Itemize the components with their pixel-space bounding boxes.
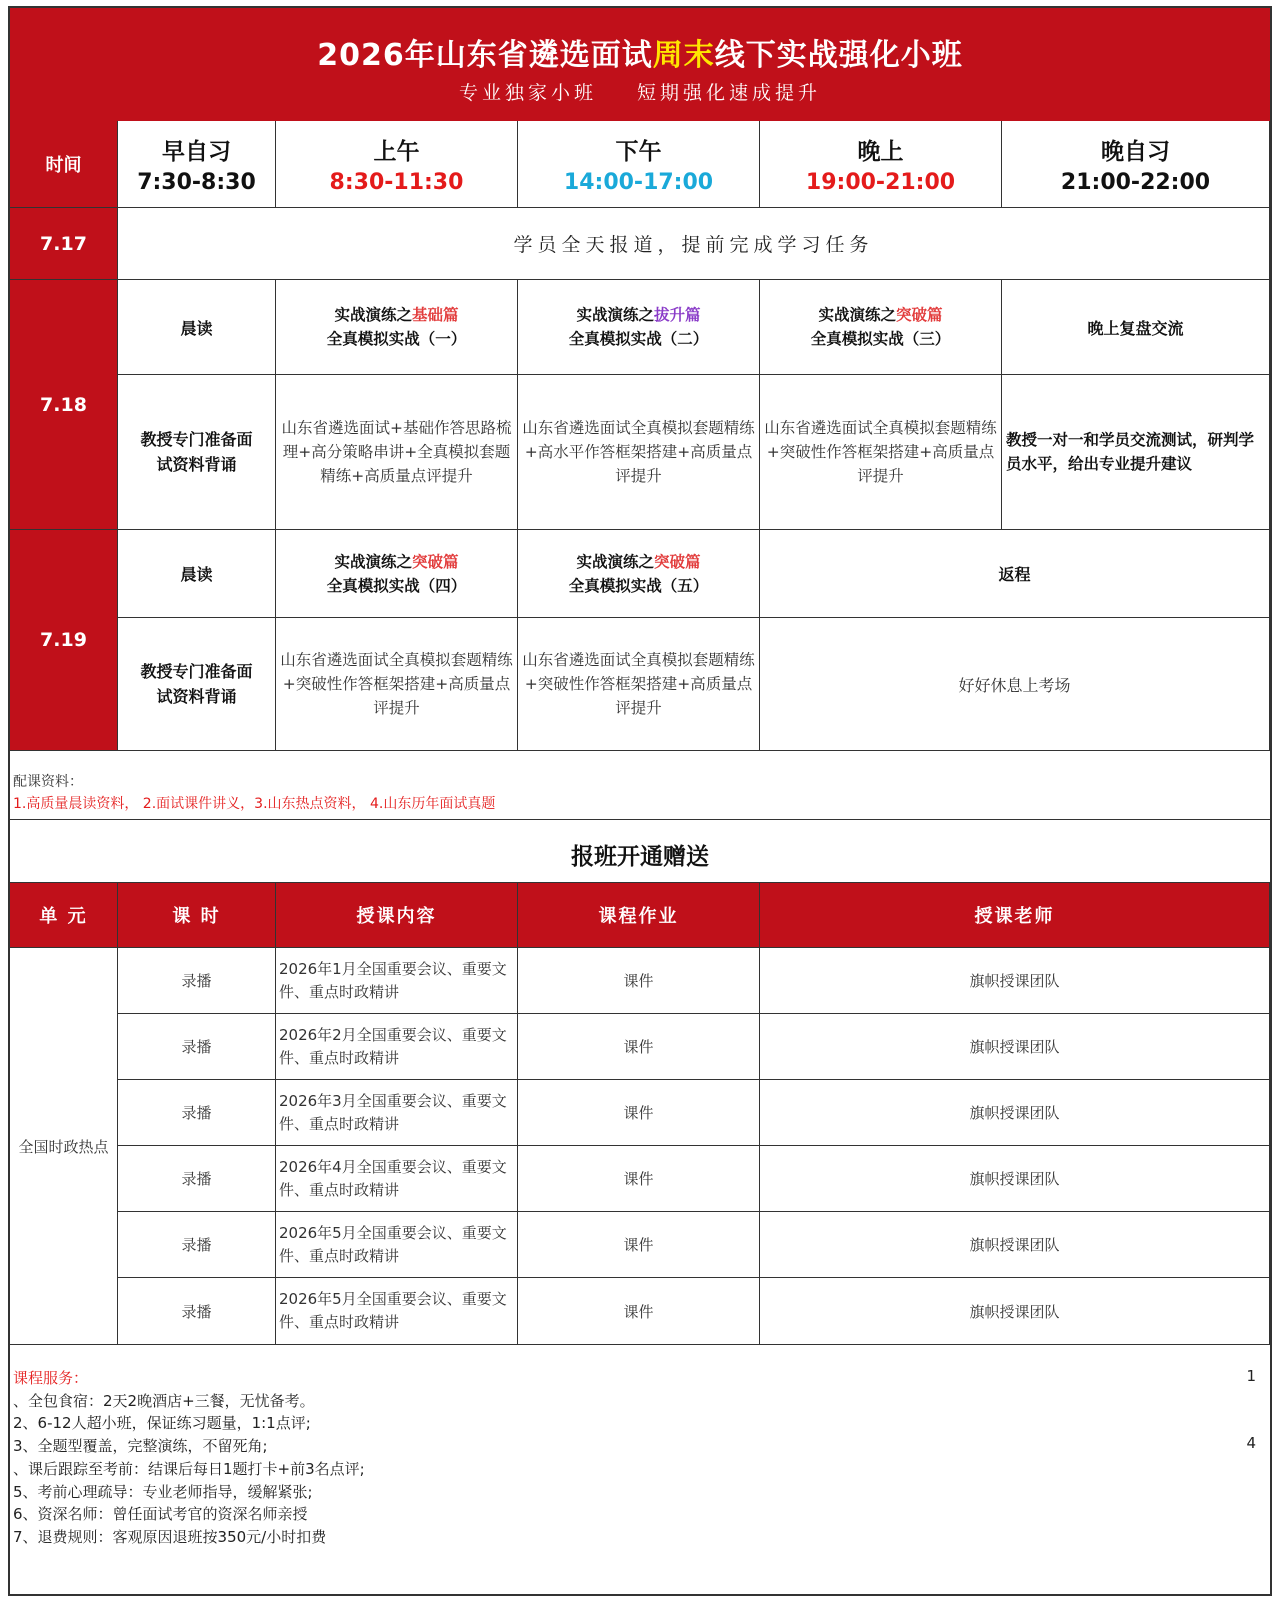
session-719-1: 实战演练之突破篇 全真模拟实战（四）	[276, 530, 518, 618]
table-row-teacher: 旗帜授课团队	[760, 1146, 1270, 1212]
table-row-hours: 录播	[118, 1212, 276, 1278]
table-row-content: 2026年1月全国重要会议、重要文件、重点时政精讲	[276, 948, 518, 1014]
col-header-evening: 晚上 19:00-21:00	[760, 121, 1002, 208]
table-row-hours: 录播	[118, 1146, 276, 1212]
side-number: 4	[1246, 1434, 1256, 1452]
service-item: 3、全题型覆盖，完整演练，不留死角;	[13, 1437, 268, 1456]
course-services: 课程服务： 、全包食宿：2天2晚酒店+三餐，无忧备考。 2、6-12人超小班，保证练习题量，1:1点评; 3、全题型覆盖，完整演练，不留死角; 、课后跟踪至考前：结课后每日1题打卡+前3名点评; 5、考前心理疏导：专业老师指导，缓解紧张; 6、资深名师：曾任面试考官的资深名师亲授 7、退费规则：客观原因退班按350元/小时扣费	[13, 1367, 365, 1549]
col-header-night-study: 晚自习 21:00-22:00	[1002, 121, 1270, 208]
col-header-morning: 上午 8:30-11:30	[276, 121, 518, 208]
th-hours: 课 时	[118, 883, 276, 948]
date-cell-719: 7.19	[10, 530, 118, 751]
desc-718-4: 教授一对一和学员交流测试，研判学员水平，给出专业提升建议	[1002, 375, 1270, 530]
table-row-homework: 课件	[518, 1278, 760, 1345]
title-highlight: 周末	[652, 38, 715, 73]
th-teacher: 授课老师	[760, 883, 1270, 948]
table-row-homework: 课件	[518, 1014, 760, 1080]
table-row-content: 2026年5月全国重要会议、重要文件、重点时政精讲	[276, 1212, 518, 1278]
service-item: 、全包食宿：2天2晚酒店+三餐，无忧备考。	[13, 1391, 315, 1410]
header-banner	[10, 8, 1270, 121]
table-row-homework: 课件	[518, 948, 760, 1014]
evening-review-718: 晚上复盘交流	[1002, 280, 1270, 375]
th-content: 授课内容	[276, 883, 518, 948]
bonus-title: 报班开通赠送	[571, 844, 709, 870]
table-row-teacher: 旗帜授课团队	[760, 1212, 1270, 1278]
table-row-content: 2026年3月全国重要会议、重要文件、重点时政精讲	[276, 1080, 518, 1146]
table-row-hours: 录播	[118, 1080, 276, 1146]
service-item: 5、考前心理疏导：专业老师指导，缓解紧张;	[13, 1482, 313, 1501]
col-header-early-study: 早自习 7:30-8:30	[118, 121, 276, 208]
table-row-content: 2026年4月全国重要会议、重要文件、重点时政精讲	[276, 1146, 518, 1212]
session-718-3: 实战演练之突破篇 全真模拟实战（三）	[760, 280, 1002, 375]
table-row-teacher: 旗帜授课团队	[760, 1278, 1270, 1345]
rest-719: 好好休息上考场	[760, 618, 1270, 751]
th-unit: 单 元	[10, 883, 118, 948]
table-row-homework: 课件	[518, 1146, 760, 1212]
date-cell-718: 7.18	[10, 280, 118, 530]
table-row-teacher: 旗帜授课团队	[760, 1080, 1270, 1146]
table-row-hours: 录播	[118, 1278, 276, 1345]
desc-718-3: 山东省遴选面试全真模拟套题精练+突破性作答框架搭建+高质量点评提升	[760, 375, 1002, 530]
table-row-content: 2026年2月全国重要会议、重要文件、重点时政精讲	[276, 1014, 518, 1080]
th-homework: 课程作业	[518, 883, 760, 948]
service-item: 2、6-12人超小班，保证练习题量，1:1点评;	[13, 1414, 311, 1433]
table-row-homework: 课件	[518, 1212, 760, 1278]
time-label-cell: 时间	[10, 121, 118, 208]
service-item: 7、退费规则：客观原因退班按350元/小时扣费	[13, 1527, 327, 1546]
table-row-teacher: 旗帜授课团队	[760, 1014, 1270, 1080]
table-row-hours: 录播	[118, 948, 276, 1014]
table-row-homework: 课件	[518, 1080, 760, 1146]
date-cell-717: 7.17	[10, 208, 118, 280]
service-item: 6、资深名师：曾任面试考官的资深名师亲授	[13, 1505, 308, 1524]
morning-read-719: 晨读	[118, 530, 276, 618]
table-row-hours: 录播	[118, 1014, 276, 1080]
return-719: 返程	[760, 530, 1270, 618]
prep-718: 教授专门准备面试资料背诵	[118, 375, 276, 530]
service-item: 、课后跟踪至考前：结课后每日1题打卡+前3名点评;	[13, 1459, 365, 1478]
desc-718-1: 山东省遴选面试+基础作答思路梳理+高分策略串讲+全真模拟套题精练+高质量点评提升	[276, 375, 518, 530]
morning-read-718: 晨读	[118, 280, 276, 375]
desc-719-1: 山东省遴选面试全真模拟套题精练+突破性作答框架搭建+高质量点评提升	[276, 618, 518, 751]
unit-cell: 全国时政热点	[10, 948, 118, 1345]
side-number: 1	[1246, 1367, 1256, 1385]
table-row-teacher: 旗帜授课团队	[760, 948, 1270, 1014]
desc-718-2: 山东省遴选面试全真模拟套题精练+高水平作答框架搭建+高质量点评提升	[518, 375, 760, 530]
schedule-sheet	[8, 6, 1272, 1596]
prep-719: 教授专门准备面试资料背诵	[118, 618, 276, 751]
day717-note: 学员全天报道，提前完成学习任务	[118, 208, 1270, 280]
table-row-content: 2026年5月全国重要会议、重要文件、重点时政精讲	[276, 1278, 518, 1345]
page-title: 2026年山东省遴选面试周末线下实战强化小班	[317, 38, 963, 73]
col-header-afternoon: 下午 14:00-17:00	[518, 121, 760, 208]
materials-note: 配课资料： 1.高质量晨读资料， 2.面试课件讲义，3.山东热点资料， 4.山东历年面试真题	[13, 774, 496, 812]
divider	[10, 819, 1270, 820]
page-subtitle: 专业独家小班 短期强化速成提升	[458, 82, 822, 104]
session-718-1: 实战演练之基础篇 全真模拟实战（一）	[276, 280, 518, 375]
desc-719-2: 山东省遴选面试全真模拟套题精练+突破性作答框架搭建+高质量点评提升	[518, 618, 760, 751]
session-719-2: 实战演练之突破篇 全真模拟实战（五）	[518, 530, 760, 618]
session-718-2: 实战演练之拔升篇 全真模拟实战（二）	[518, 280, 760, 375]
